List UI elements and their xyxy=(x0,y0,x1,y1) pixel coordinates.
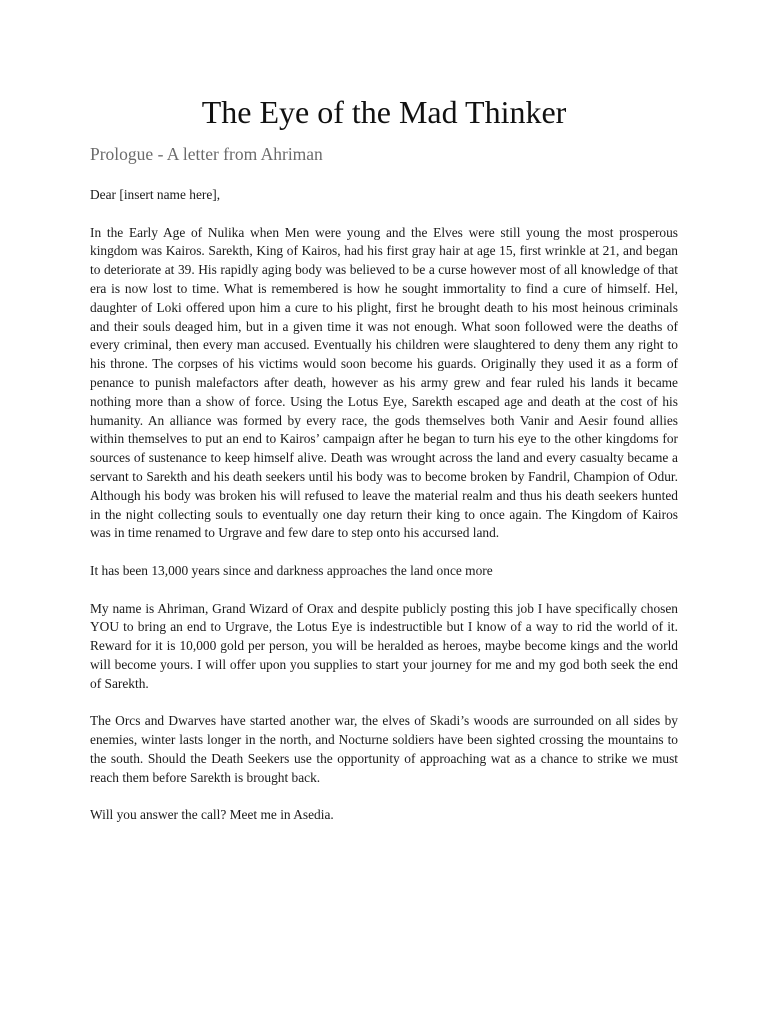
letter-body xyxy=(90,186,678,844)
letter-paragraph: In the Early Age of Nulika when Men were young and the Elves were still young the most prosperous kingdom was Kairos. Sarekth, King of Kairos, had his first gray hair at age 15, first wrinkle at 21, and began to deteriorate at 39. His rapidly aging body was believed to be a curse however most of all knowledge of that era is now lost to time. What is remembered is how he sought immortality to find a cure of himself. Hel, daughter of Loki offered upon him a cure to his plight, first he brought death to his most heinous criminals and their souls deaged him, but in a given time it was not enough. What soon followed were the deaths of every criminal, then every man accused. Eventually his children were slaughtered to deny them any right to his throne. The corpses of his victims would soon become his guards. Originally they used it as a form of penance to punish malefactors after death, however as his army grew and fear ruled his lands it became nothing more than a show of force. Using the Lotus Eye, Sarekth escaped age and death at the cost of his humanity. An alliance was formed by every race, the gods themselves both Vanir and Aesir found allies within themselves to put an end to Kairos’ campaign after he began to turn his eye to the other kingdoms for sources of sustenance to keep himself alive. Death was wrought across the land and every casualty became a servant to Sarekth and his death seekers until his body was to become broken by Fandril, Champion of Odur. Although his body was broken his will refused to leave the material realm and thus his death seekers hunted in the night collecting souls to eventually one day return their king to once again. The Kingdom of Kairos was in time renamed to Urgrave and few dare to step onto his accursed land. xyxy=(90,224,678,541)
page-title: The Eye of the Mad Thinker xyxy=(201,94,567,130)
letter-paragraph: It has been 13,000 years since and darkness approaches the land once more xyxy=(90,562,493,578)
letter-paragraph: My name is Ahriman, Grand Wizard of Orax and despite publicly posting this job I have specifically chosen YOU to bring an end to Urgrave, the Lotus Eye is indestructible but I know of a way to rid the world of it. Reward for it is 10,000 gold per person, you will be heralded as heroes, maybe become kings and the world will become yours. I will offer upon you supplies to start your journey for me and my god both seek the end of Sarekth. xyxy=(90,600,678,691)
page-subtitle: Prologue - A letter from Ahriman xyxy=(90,144,323,164)
letter-closing: Will you answer the call? Meet me in Asedia. xyxy=(90,807,334,823)
letter-paragraph: The Orcs and Dwarves have started another war, the elves of Skadi’s woods are surrounded on all sides by enemies, winter lasts longer in the north, and Nocturne soldiers have been sighted crossing the mountains to the south. Should the Death Seekers use the opportunity of approaching wat as a chance to strike we must reach them before Sarekth is brought back. xyxy=(90,713,678,785)
letter-salutation: Dear [insert name here], xyxy=(90,187,221,202)
